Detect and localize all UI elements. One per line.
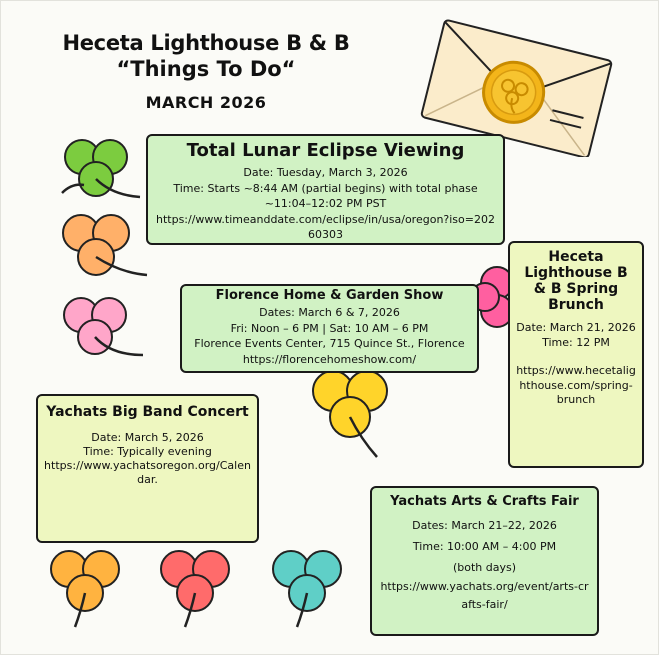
event-card-arts-crafts-fair [370,486,599,636]
event-card-home-garden-show [180,284,479,373]
event-title: Total Lunar Eclipse Viewing [186,140,465,161]
event-link[interactable]: https://www.timeanddate.com/eclipse/in/usa/oregon?iso=20260303 [156,212,495,241]
clover-icon [51,293,147,373]
event-card-spring-brunch [508,241,644,468]
event-link[interactable]: https://www.yachats.org/event/arts-crafts-fair/ [380,580,589,611]
event-card-lunar-eclipse [146,134,505,245]
event-time: Fri: Noon – 6 PM | Sat: 10 AM – 6 PM [230,321,429,335]
event-date: Date: March 5, 2026 [91,431,204,444]
event-title: Yachats Arts & Crafts Fair [390,494,579,509]
clover-icon [51,133,143,213]
clover-icon [299,363,403,463]
clover-icon [51,209,151,289]
event-note: (both days) [452,561,517,574]
event-date: Dates: March 21–22, 2026 [412,519,557,532]
event-date: Date: Tuesday, March 3, 2026 [243,166,408,179]
page-title: Heceta Lighthouse B & B [62,31,350,55]
event-card-big-band-concert [36,394,259,543]
event-title: Yachats Big Band Concert [46,404,249,420]
clover-icon [151,545,241,629]
event-link[interactable]: https://florencehomeshow.com/ [242,352,417,366]
month-label: MARCH 2026 [145,93,267,112]
event-time: Time: 12 PM [542,335,610,349]
event-title: Florence Home & Garden Show [215,288,444,303]
clover-icon [41,545,131,629]
page-subtitle: “Things To Do“ [116,57,296,81]
event-date: Date: March 21, 2026 [516,321,636,334]
clover-icon [263,545,353,629]
event-time: Time: Typically evening [83,445,212,458]
event-link[interactable]: https://www.yachatsoregon.org/Calendar. [44,459,251,486]
event-location: Florence Events Center, 715 Quince St., Florence [194,337,465,350]
event-title: Heceta Lighthouse B & B Spring Brunch [524,249,628,313]
event-time: Time: Starts ~8:44 AM (partial begins) with total phase ~11:04–12:02 PM PST [173,181,478,210]
event-date: Dates: March 6 & 7, 2026 [259,306,400,319]
event-time: Time: 10:00 AM – 4:00 PM [412,540,557,553]
event-link[interactable]: https://www.hecetalighthouse.com/spring-brunch [516,364,636,406]
